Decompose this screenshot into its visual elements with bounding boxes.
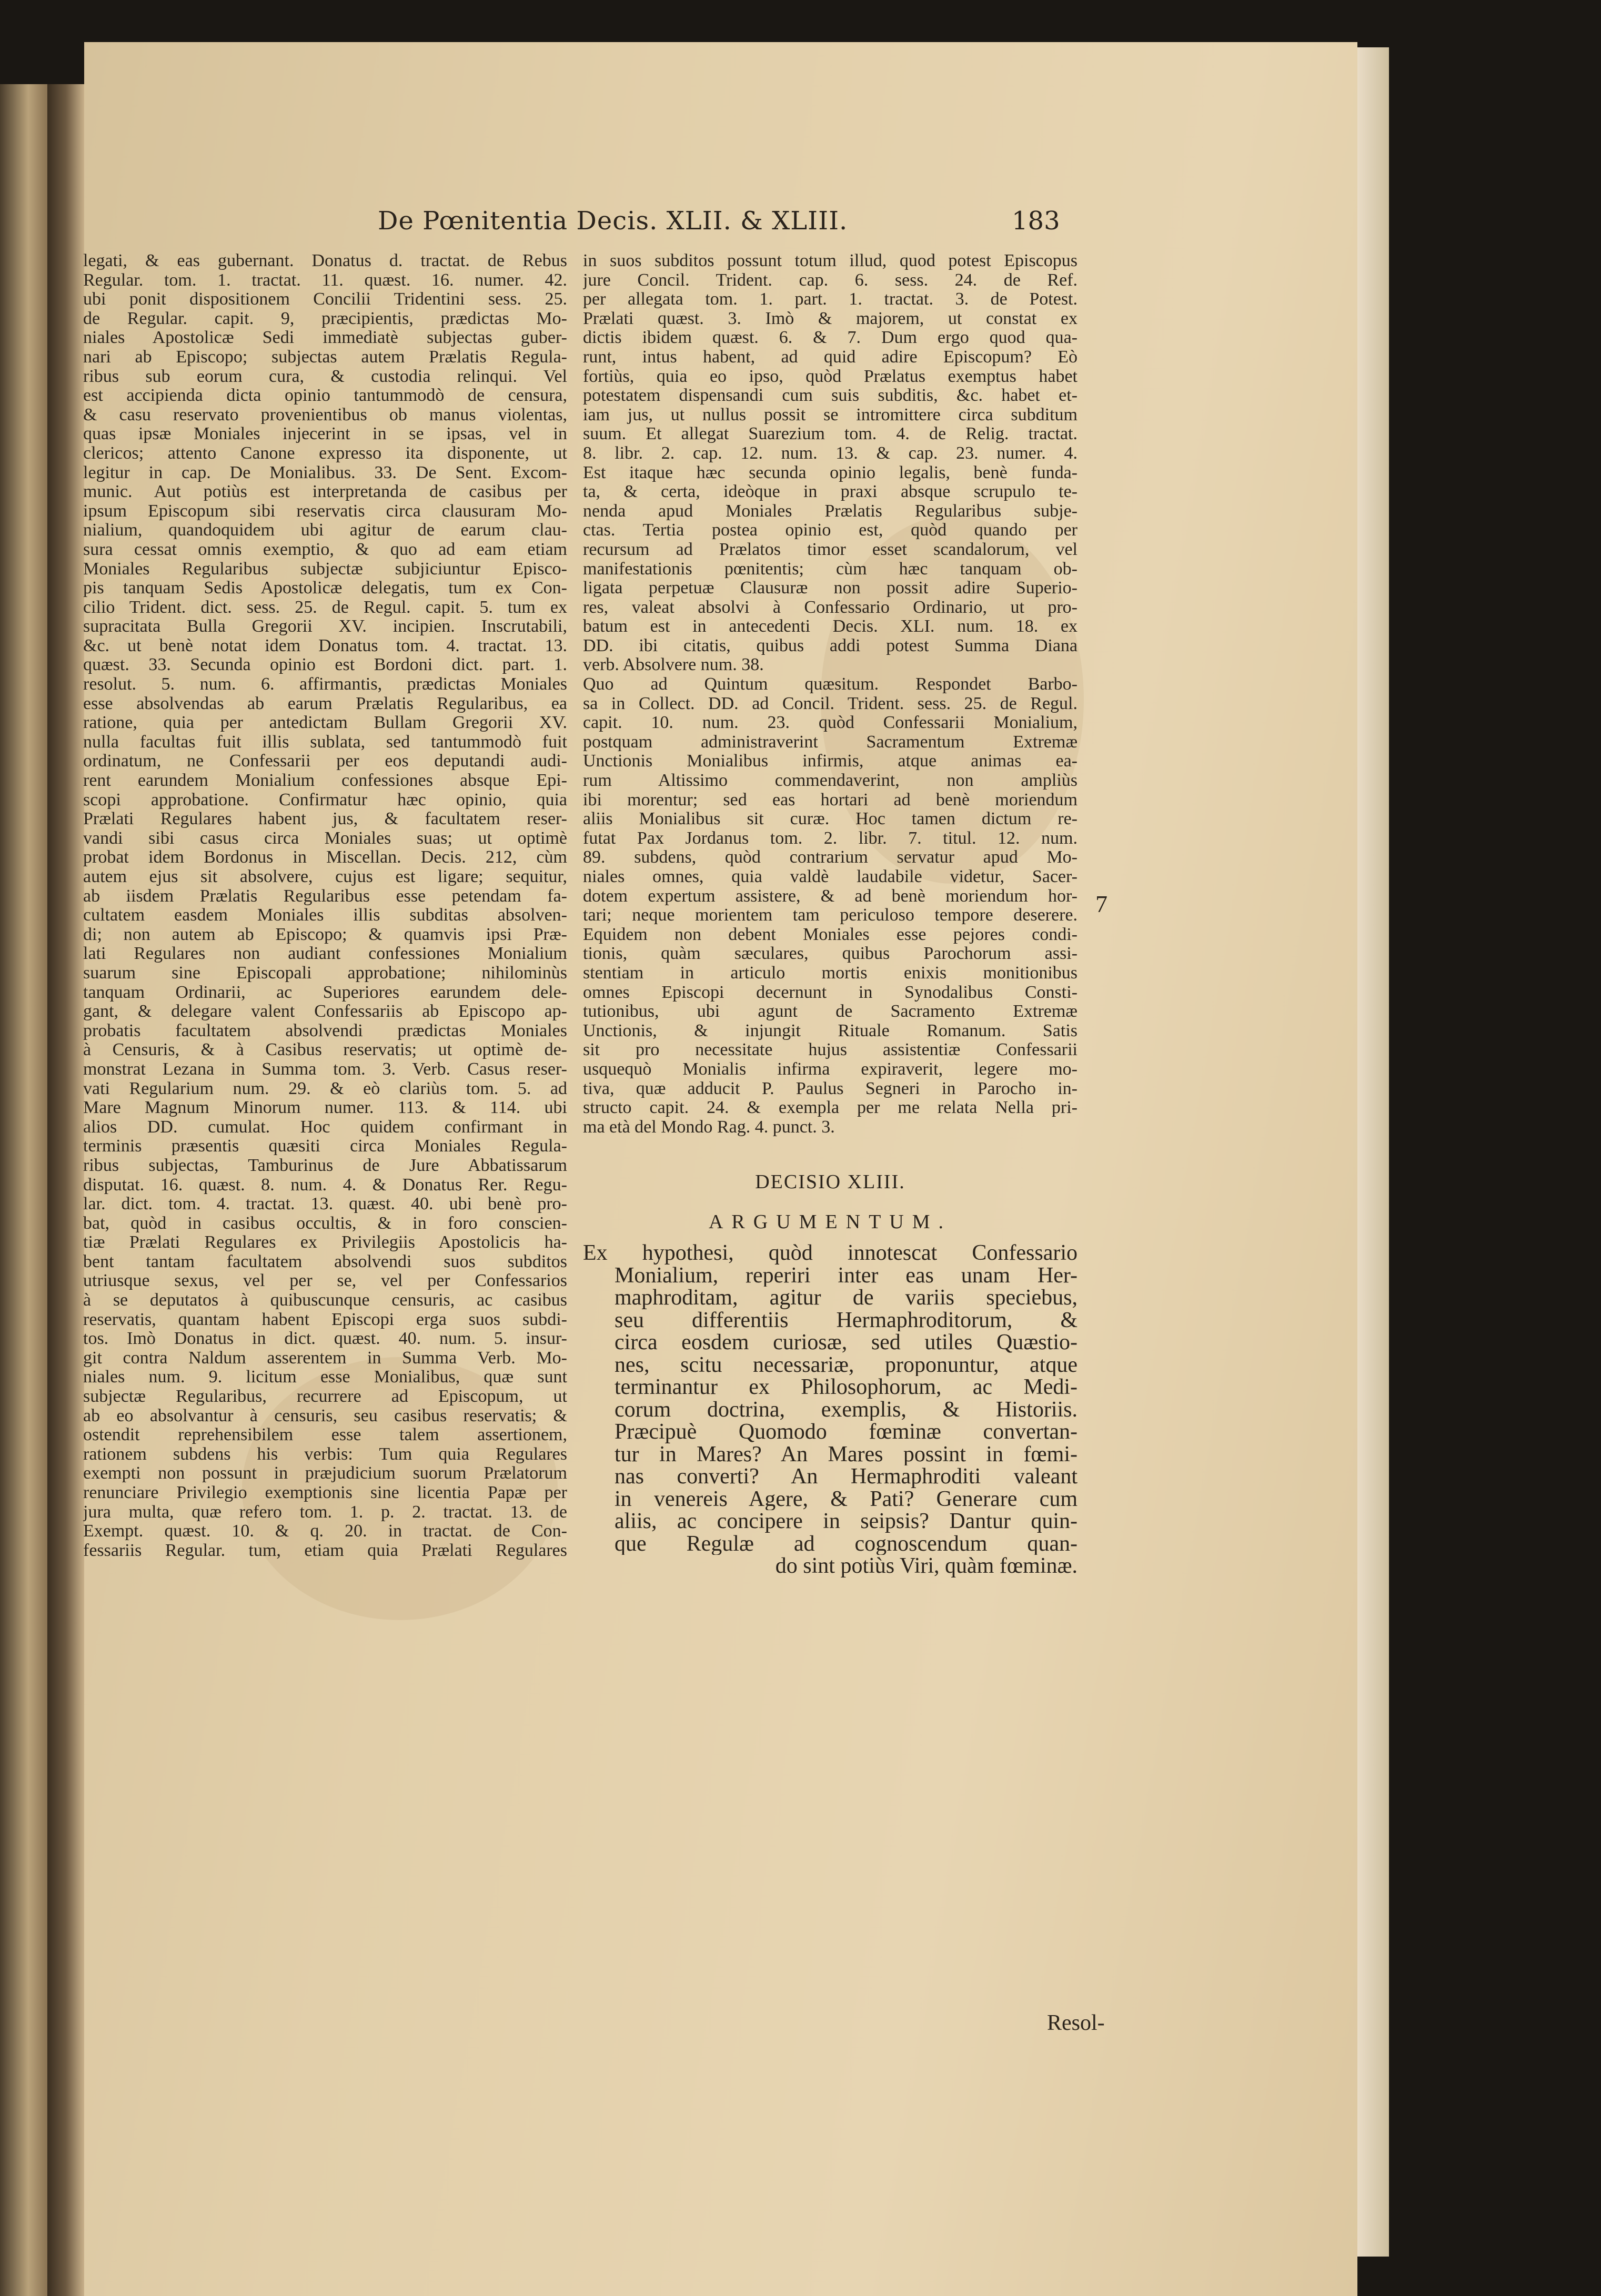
text-line: probatis facultatem absolvendi prædictas Moniales [83, 1021, 567, 1040]
text-line: lar. dict. tom. 4. tractat. 13. quæst. 40. ubi benè pro- [83, 1195, 567, 1214]
text-line: Ex hypothesi, quòd innotescat Confessario [583, 1242, 1078, 1265]
text-line: tur in Mares? An Mares possint in fœmi- [615, 1443, 1078, 1466]
text-line: in suos subditos possunt totum illud, quod potest Episcopus [583, 251, 1078, 270]
text-line: lati Regulares non audiant confessiones Monialium [83, 944, 567, 964]
text-line: terminis præsentis quæsiti circa Moniales Regula- [83, 1137, 567, 1156]
text-line: potestatem dispensandi cum suis subditis, &c. habet et- [583, 386, 1078, 406]
text-line: fessariis Regular. tum, etiam quia Prælati Regulares [83, 1541, 567, 1560]
text-line: 89. subdens, quòd contrarium servatur apud Mo- [583, 848, 1078, 867]
text-line: Regular. tom. 1. tractat. 11. quæst. 16. numer. 42. [83, 270, 567, 290]
text-line: tutionibus, ubi agunt de Sacramento Extremæ [583, 1002, 1078, 1021]
text-line: esse absolvendas ab earum Prælatis Regularibus, ea [83, 694, 567, 713]
text-line: ta, & certa, ideòque in praxi absque scrupulo te- [583, 482, 1078, 502]
text-line: capit. 10. num. 23. quòd Confessarii Monialium, [583, 713, 1078, 733]
text-line: dictis ibidem quæst. 6. & 7. Dum ergo quod qua- [583, 328, 1078, 348]
facing-page-edge [0, 84, 47, 2296]
text-line: à Censuris, & à Casibus reservatis; ut optimè de- [83, 1040, 567, 1060]
text-line: Est itaque hæc secunda opinio legalis, benè funda- [583, 463, 1078, 482]
margin-mark: 7 [1095, 891, 1107, 917]
text-line: est accipienda dicta opinio tantummodò de censura, [83, 386, 567, 406]
text-line: Exempt. quæst. 10. & q. 20. in tractat. de Con- [83, 1522, 567, 1541]
text-line: de Regular. capit. 9, præcipientis, prædictas Mo- [83, 309, 567, 328]
text-line: & casu reservato provenientibus ob manus violentas, [83, 405, 567, 424]
text-line: clericos; attento Canone expresso ita disponente, ut [83, 443, 567, 463]
text-line: niales Apostolicæ Sedi immediatè subjectas guber- [83, 328, 567, 348]
text-line: quæst. 33. Secunda opinio est Bordoni dict. part. 1. [83, 655, 567, 675]
text-line: vati Regularium num. 29. & eò clariùs tom. 5. ad [83, 1079, 567, 1098]
text-line: runt, intus habent, ad quid adire Episcopum? Eò [583, 347, 1078, 367]
text-line: legitur in cap. De Monialibus. 33. De Sent. Excom- [83, 463, 567, 482]
text-line: jure Concil. Trident. cap. 6. sess. 24. de Ref. [583, 270, 1078, 290]
text-line: autem ejus sit absolvere, cujus est ligare; sequitur, [83, 867, 567, 886]
text-line: Prælati quæst. 3. Imò & majorem, ut constat ex [583, 309, 1078, 328]
text-line: ma età del Mondo Rag. 4. punct. 3. [583, 1117, 835, 1137]
argumentum-body [583, 1242, 1078, 1577]
text-line: jura multa, quæ refero tom. 1. p. 2. tractat. 13. de [83, 1502, 567, 1522]
text-line: per allegata tom. 1. part. 1. tractat. 3. de Potest. [583, 290, 1078, 309]
text-line: niales num. 9. licitum esse Monialibus, quæ sunt [83, 1368, 567, 1387]
text-line: ribus sub eorum cura, & custodia relinqui. Vel [83, 367, 567, 386]
text-line: postquam administraverint Sacramentum Extremæ [583, 732, 1078, 752]
text-line: maphroditam, agitur de variis speciebus, [615, 1287, 1078, 1309]
text-line: dotem expertum assistere, & ad benè moriendum hor- [583, 886, 1078, 906]
text-line: suum. Et allegat Suarezium tom. 4. de Relig. tractat. [583, 424, 1078, 444]
text-line: ostendit reprehensibilem esse talem assertionem, [83, 1425, 567, 1445]
text-line: utriusque sexus, vel per se, vel per Confessarios [83, 1271, 567, 1291]
text-line: Prælati Regulares habent jus, & facultatem reser- [83, 810, 567, 829]
text-line: nenda apud Moniales Prælatis Regularibus subje- [583, 501, 1078, 521]
text-line: nes, scitu necessariæ, proponuntur, atque [615, 1353, 1078, 1377]
text-line: ligata perpetuæ Clausuræ non possit adire Superio- [583, 579, 1078, 598]
text-line: nialium, quandoquidem ubi agitur de earum clau- [83, 521, 567, 540]
text-line: ab eo absolvantur à censuris, seu casibus reservatis; & [83, 1406, 567, 1425]
header-title: De Pœnitentia Decis. XLII. & XLIII. [378, 206, 848, 236]
text-line: probat idem Bordonus in Miscellan. Decis. 212, cùm [83, 848, 567, 867]
text-line: di; non autem ab Episcopo; & quamvis ipsi Præ- [83, 925, 567, 944]
text-line: &c. ut benè notat idem Donatus tom. 4. tractat. 13. [83, 636, 567, 655]
left-text-column [83, 251, 567, 1560]
text-line: verb. Absolvere num. 38. [583, 655, 764, 675]
text-line: corum doctrina, exemplis, & Historiis. [615, 1398, 1078, 1421]
text-line: rent earundem Monialium confessiones absque Epi- [83, 771, 567, 791]
text-line: sura cessat omnis exemptio, & quo ad eam etiam [83, 540, 567, 559]
text-line: alios DD. cumulat. Hoc quidem confirmant in [83, 1117, 567, 1137]
text-line: Mare Magnum Minorum numer. 113. & 114. ubi [83, 1098, 567, 1118]
text-line: tionis, quàm sæculares, quibus Parochorum assi- [583, 944, 1078, 964]
text-line: reservatis, quantam habent Episcopi erga suos subdi- [83, 1310, 567, 1329]
text-line: ctas. Tertia postea opinio est, quòd quando per [583, 521, 1078, 540]
text-line: in venereis Agere, & Pati? Generare cum [615, 1488, 1078, 1511]
text-line: bat, quòd in casibus occultis, & in foro conscien- [83, 1213, 567, 1233]
section-gap [583, 1137, 1078, 1162]
text-line: aliis, ac concipere in seipsis? Dantur quin- [615, 1510, 1078, 1533]
text-line: cultatem easdem Moniales illis subditas absolven- [83, 906, 567, 925]
text-line: omnes Episcopi decernunt in Synodalibus Consti- [583, 983, 1078, 1002]
text-line: Equidem non debent Moniales esse pejores condi- [583, 925, 1078, 944]
text-line: ordinatum, ne Confessarii per eos deputandi audi- [83, 752, 567, 771]
text-line: terminantur ex Philosophorum, ac Medi- [615, 1376, 1078, 1399]
text-line: tanquam Ordinarii, ac Superiores earundem dele- [83, 983, 567, 1002]
text-line: à se deputatos à quibuscunque censuris, ac casibus [83, 1291, 567, 1310]
text-line: nulla facultas fuit illis sublata, sed tantummodò fuit [83, 732, 567, 752]
text-line: futat Pax Jordanus tom. 2. libr. 7. titul. 12. num. [583, 828, 1078, 848]
argumentum-heading: ARGUMENTUM. [708, 1211, 952, 1233]
text-line: ubi ponit dispositionem Concilii Tridentini sess. 25. [83, 290, 567, 309]
text-line: usquequò Monialis infirma expiraverit, legere mo- [583, 1059, 1078, 1079]
text-line: subjectæ Regularibus, recurrere ad Episcopum, ut [83, 1387, 567, 1407]
text-line: recursum ad Prælatos timor esset scandalorum, vel [583, 540, 1078, 559]
text-line: disputat. 16. quæst. 8. num. 4. & Donatus Rer. Regu- [83, 1175, 567, 1195]
text-line: Unctionis, & injungit Rituale Romanum. Satis [583, 1021, 1078, 1040]
text-line: Unctionis Monialibus infirmis, atque animas ea- [583, 752, 1078, 771]
text-line: supracitata Bulla Gregorii XV. incipien. Inscrutabili, [83, 617, 567, 636]
text-line: legati, & eas gubernant. Donatus d. tractat. de Rebus [83, 251, 567, 270]
text-line: Monialium, reperiri inter eas unam Her- [615, 1264, 1078, 1287]
text-line: rationem subdens his verbis: Tum quia Regulares [83, 1444, 567, 1464]
text-line: bent tantam facultatem absolvendi suos subditos [83, 1252, 567, 1271]
text-line: tiva, quæ adducit P. Paulus Segneri in Parocho in- [583, 1079, 1078, 1098]
text-line: batum est in antecedenti Decis. XLI. num. 18. ex [583, 617, 1078, 636]
text-line: DD. ibi citatis, quibus addi potest Summa Diana [583, 636, 1078, 655]
text-line: cilio Trident. dict. sess. 25. de Regul. capit. 5. tum ex [83, 598, 567, 617]
text-line: monstrat Lezana in Summa tom. 3. Verb. Casus reser- [83, 1059, 567, 1079]
text-line: nari ab Episcopo; subjectas autem Prælatis Regula- [83, 347, 567, 367]
text-line: vandi sibi casus circa Moniales suas; ut optimè [83, 828, 567, 848]
text-line: tari; neque morientem tam periculoso tempore deserere. [583, 906, 1078, 925]
text-line: res, valeat absolvi à Confessario Ordinario, ut pro- [583, 598, 1078, 617]
decisio-heading: DECISIO XLIII. [755, 1171, 905, 1193]
right-column-body [583, 251, 1078, 1137]
right-text-column [583, 251, 1078, 1577]
text-line: quas ipsæ Moniales injecerint in se ipsas, vel in [83, 424, 567, 444]
text-line: exempti non possunt in præjudicium suorum Prælatorum [83, 1464, 567, 1483]
text-line: git contra Naldum asserentem in Summa Verb. Mo- [83, 1348, 567, 1368]
text-line: 8. libr. 2. cap. 12. num. 13. & cap. 23. numer. 4. [583, 443, 1078, 463]
text-line: ipsum Episcopum sibi reservatis circa clausuram Mo- [83, 501, 567, 521]
text-line: aliis Monialibus sit curæ. Hoc tamen dictum re- [583, 810, 1078, 829]
text-line: rum Altissimo commendaverint, non ampliùs [583, 771, 1078, 791]
page-number: 183 [1012, 206, 1060, 236]
catchword: Resol- [1047, 2011, 1105, 2035]
text-line: suarum sine Episcopali approbatione; nihilominùs [83, 963, 567, 983]
text-line: manifestationis pœnitentis; cùm hæc tanquam ob- [583, 559, 1078, 579]
text-line: sit pro necessitate hujus assistentiæ Confessarii [583, 1040, 1078, 1060]
text-line: structo capit. 24. & exempla per me relata Nella pri- [583, 1098, 1078, 1118]
text-line: ribus subjectas, Tamburinus de Jure Abbatissarum [83, 1156, 567, 1175]
text-line: pis tanquam Sedis Apostolicæ delegatis, tum ex Con- [83, 579, 567, 598]
text-line: scopi approbatione. Confirmatur hæc opinio, quia [83, 790, 567, 810]
text-line: sa in Collect. DD. ad Concil. Trident. sess. 25. de Regul. [583, 694, 1078, 713]
text-line: munic. Aut potiùs est interpretanda de casibus per [83, 482, 567, 502]
text-line: circa eosdem curiosæ, sed utiles Quæstio- [615, 1331, 1078, 1354]
text-line: Moniales Regularibus subjectæ subjiciuntur Episco- [83, 559, 567, 579]
text-line: ibi morentur; sed eas hortari ad benè moriendum [583, 790, 1078, 810]
text-line: que Regulæ ad cognoscendum quan- [615, 1532, 1078, 1555]
text-line: ab iisdem Prælatis Regularibus esse petendam fa- [83, 886, 567, 906]
text-line: do sint potiùs Viri, quàm fœminæ. [775, 1555, 1078, 1577]
text-line: tiæ Prælati Regulares ex Privilegiis Apostolicis ha- [83, 1233, 567, 1252]
book-gutter [47, 84, 84, 2296]
text-line: resolut. 5. num. 6. affirmantis, prædictas Moniales [83, 675, 567, 694]
text-line: niales omnes, quia valdè laudabile videtur, Sacer- [583, 867, 1078, 886]
text-line: Præcipuè Quomodo fœminæ convertan- [615, 1421, 1078, 1443]
text-line: nas converti? An Hermaphroditi valeant [615, 1465, 1078, 1488]
text-line: tos. Imò Donatus in dict. quæst. 40. num. 5. insur- [83, 1329, 567, 1349]
text-line: iam jus, ut nullus possit se intromittere circa subditum [583, 405, 1078, 424]
text-line: stentiam in articulo mortis enixis monitionibus [583, 963, 1078, 983]
text-line: Quo ad Quintum quæsitum. Respondet Barbo- [583, 675, 1078, 694]
text-line: seu differentiis Hermaphroditorum, & [615, 1309, 1078, 1332]
text-line: renunciare Privilegio exemptionis sine licentia Papæ per [83, 1483, 567, 1502]
text-line: gant, & delegare valent Confessariis ab Episcopo ap- [83, 1002, 567, 1021]
text-line: ratione, quia per antedictam Bullam Gregorii XV. [83, 713, 567, 733]
text-line: fortiùs, quia eo ipso, quòd Prælatus exemptus habet [583, 367, 1078, 386]
